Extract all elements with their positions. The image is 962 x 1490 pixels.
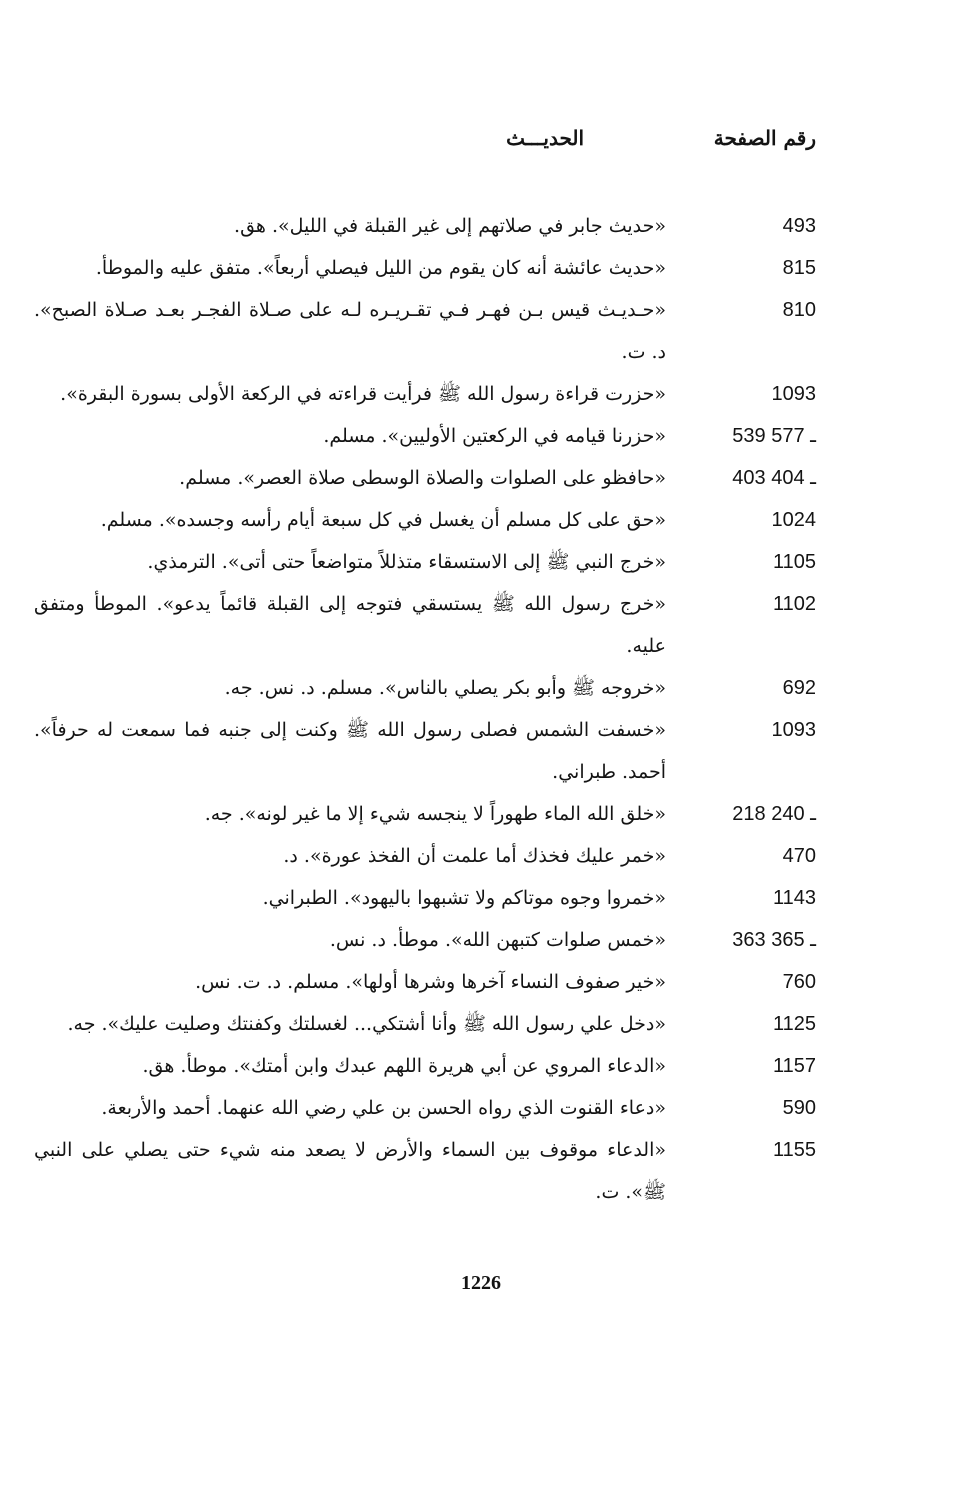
hadith-text: «حق على كل مسلم أن يغسل في كل سبعة أيام رأسه وجسده». مسلم. <box>100 509 666 531</box>
table-header <box>0 126 962 166</box>
hadith-text: «حزرت قراءة رسول الله ﷺ فرأيت قراءته في الركعة الأولى بسورة البقرة». <box>60 383 666 405</box>
list-item <box>0 709 962 793</box>
list-item <box>0 667 962 709</box>
hadith-index-list <box>0 205 962 1213</box>
page-ref: 1155 <box>772 1139 816 1161</box>
list-item <box>0 247 962 289</box>
hadith-text: «خمس صلوات كتبهن الله». موطأ. د. نس. <box>329 929 666 951</box>
page-ref: 1157 <box>772 1055 816 1077</box>
list-item <box>0 919 962 961</box>
page-ref: 1143 <box>772 887 816 909</box>
list-item <box>0 1045 962 1087</box>
hadith-text: «خرج رسول الله ﷺ يستسقي فتوجه إلى القبلة قائماً يدعو». الموطأ ومتفق عليه. <box>34 593 666 657</box>
page-number-column-header: رقم الصفحة <box>713 126 816 150</box>
page-ref: 1102 <box>772 593 816 615</box>
list-item <box>0 1003 962 1045</box>
list-item <box>0 415 962 457</box>
page-ref: 1024 <box>771 509 816 531</box>
page-ref: 1093 <box>771 719 816 741</box>
list-item <box>0 541 962 583</box>
page-number: 1226 <box>461 1272 501 1294</box>
page-ref: 1093 <box>771 383 816 405</box>
page-ref: 218 ـ 240 <box>732 803 816 825</box>
page-ref: 815 <box>782 257 816 279</box>
list-item <box>0 1087 962 1129</box>
list-item <box>0 961 962 1003</box>
list-item <box>0 499 962 541</box>
page-ref: 1125 <box>772 1013 816 1035</box>
hadith-text: «حديث عائشة أنه كان يقوم من الليل فيصلي أربعاً». متفق عليه والموطأ. <box>95 257 666 279</box>
page-ref: 692 <box>782 677 816 699</box>
list-item <box>0 205 962 247</box>
page-ref: 760 <box>782 971 816 993</box>
hadith-text: «خمر عليك فخذك أما علمت أن الفخذ عورة». د. <box>283 845 666 867</box>
list-item <box>0 289 962 373</box>
hadith-text: «خسفت الشمس فصلى رسول الله ﷺ وكنت إلى جنبه فما سمعت له حرفاً». أحمد. طبراني. <box>34 719 666 783</box>
hadith-text: «حزرنا قيامه في الركعتين الأوليين». مسلم. <box>323 425 666 447</box>
list-item <box>0 373 962 415</box>
hadith-text: «الدعاء المروي عن أبي هريرة اللهم عبدك وابن أمتك». موطأ. هق. <box>142 1055 666 1077</box>
page-ref: 493 <box>782 215 816 237</box>
hadith-column-header: الحديـــث <box>506 126 584 150</box>
list-item <box>0 835 962 877</box>
page-ref: 470 <box>782 845 816 867</box>
list-item <box>0 1129 962 1213</box>
hadith-text: «خروجه ﷺ وأبو بكر يصلي بالناس». مسلم. د. نس. جه. <box>224 677 666 699</box>
hadith-text: «الدعاء موقوف بين السماء والأرض لا يصعد منه شيء حتى يصلي على النبي ﷺ». ت. <box>34 1139 666 1203</box>
hadith-text: «دخل علي رسول الله ﷺ وأنا أشتكي... لغسلتك وكفنتك وصليت عليك». جه. <box>67 1013 666 1035</box>
page-ref: 810 <box>782 299 816 321</box>
hadith-text: «حـديـث قيس بـن فهـر فـي تقـريـره لـه على صـلاة الفجـر بعـد صـلاة الصبح». د. ت. <box>34 299 666 363</box>
hadith-text: «خير صفوف النساء آخرها وشرها أولها». مسلم. د. ت. نس. <box>195 971 666 993</box>
hadith-text: «خلق الله الماء طهوراً لا ينجسه شيء إلا ما غير لونه». جه. <box>204 803 666 825</box>
page-ref: 363 ـ 365 <box>732 929 816 951</box>
hadith-text: «خرج النبي ﷺ إلى الاستسقاء متذللاً متواضعاً حتى أتى». الترمذي. <box>147 551 666 573</box>
hadith-text: «حديث جابر في صلاتهم إلى غير القبلة في الليل». هق. <box>234 215 666 237</box>
hadith-text: «خمروا وجوه موتاكم ولا تشبهوا باليهود». الطبراني. <box>262 887 666 909</box>
page-ref: 1105 <box>772 551 816 573</box>
page-ref: 590 <box>782 1097 816 1119</box>
hadith-text: «دعاء القنوت الذي رواه الحسن بن علي رضي الله عنهما. أحمد والأربعة. <box>101 1097 666 1119</box>
list-item <box>0 583 962 667</box>
list-item <box>0 457 962 499</box>
page-ref: 403 ـ 404 <box>732 467 816 489</box>
list-item <box>0 793 962 835</box>
page-ref: 539 ـ 577 <box>732 425 816 447</box>
hadith-text: «حافظو على الصلوات والصلاة الوسطى صلاة العصر». مسلم. <box>179 467 666 489</box>
list-item <box>0 877 962 919</box>
